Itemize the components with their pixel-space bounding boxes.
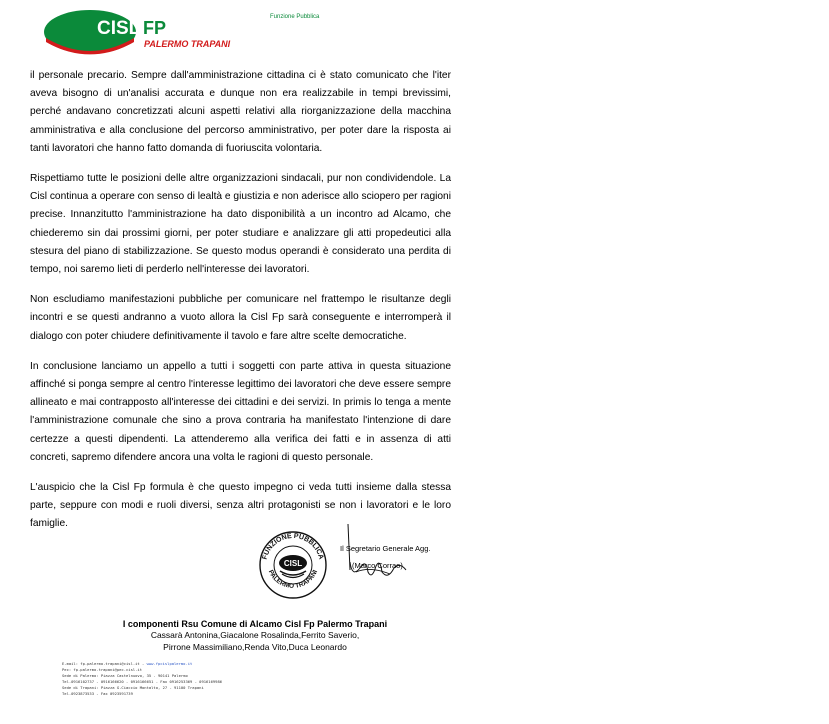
stamp-center-text: CISL <box>283 559 303 568</box>
letter-body <box>30 67 451 546</box>
svg-text:PALERMO TRAPANI <box>267 569 319 590</box>
paragraph-2: Rispettiamo tutte le posizioni delle altre organizzazioni sindacali, pur non condividendole. La Cisl continua a operare con senso di lealtà e giustizia e non aderisce allo sciopero per ragioni precise. Innanzitutto l'amministrazione ha dato disponibilità a un incontro ad Alcamo, che chiederemo sin dai prossimi giorni, per poter studiare e analizzare gli atti propedeutici alla stesura del piano di stabilizzazione. Se questo modus operandi è considerato una perdita di tempo, noi saremo lieti di perderlo nell'interesse dei lavoratori. <box>30 173 451 276</box>
footer-email[interactable]: E-mail: fp.palermo.trapani@cisl.it <box>62 661 140 666</box>
rsu-components <box>100 618 410 653</box>
paragraph-1: il personale precario. Sempre dall'amministrazione cittadina ci è stato comunicato che l'iter aveva bisogno di un'analisi accurata e dunque non era realizzabile in tempi brevissimi, perché andavano concretizzati alcuni aspetti relativi alla riorganizzazione della macchina amministrativa e alla conclusione del percorso amministrativo, per poter dare la risposta ai tanti lavoratori che hanno fatto domanda di fuoriuscita volontaria. <box>30 70 451 154</box>
components-title: I componenti Rsu Comune di Alcamo Cisl Fp Palermo Trapani <box>122 619 388 629</box>
footer-pec[interactable]: Pec: fp.palermo.trapani@pec.cisl.it <box>62 667 143 672</box>
stamp-top-text: FUNZIONE PUBBLICA <box>261 532 325 561</box>
stamp-icon <box>258 525 328 600</box>
components-names-2: Pirrone Massimiliano,Renda Vito,Duca Leonardo <box>163 641 347 652</box>
logo-cisl-text: CISL <box>97 18 141 39</box>
logo-fp-text: FP <box>143 18 167 38</box>
footer-website-link[interactable]: www.fpcislpalermo.it <box>146 661 193 666</box>
footer-contacts: E-mail: fp.palermo.trapani@cisl.it - www.fpcislpalermo.it Pec: fp.palermo.trapani@pec.cisl.it Sede di Palermo: Piazza Castelnuovo, 35 - 90141 Palermo Tel.0916102737 - 0916166620 - 0916166651 - Fax 0916253369 - 0916169986 Sede di Trapani: Piazza G.Ciaccio Montalto, 27 - 91100 Trapani Tel.0923873533 - Fax 0923591739 <box>62 661 223 696</box>
footer-phone-palermo: Tel.0916102737 - 0916166620 - 0916166651 - Fax 0916253369 - 0916169986 <box>62 679 223 684</box>
paragraph-3: Non escludiamo manifestazioni pubbliche per comunicare nel frattempo le risultanze degli incontri e se questi andranno a vuoto allora la Cisl Fp sarà conseguente e interromperà il dialogo con poter chiudere definitivamente il tavolo e fare altre scelte democratiche. <box>30 294 451 342</box>
union-stamp <box>258 525 328 600</box>
logo-subtitle: PALERMO TRAPANI <box>144 39 231 49</box>
components-names-1: Cassarà Antonina,Giacalone Rosalinda,Ferrito Saverio, <box>150 630 360 640</box>
footer-address-palermo: Sede di Palermo: Piazza Castelnuovo, 35 - 90141 Palermo <box>62 673 188 678</box>
signatory-name: (Marco Corrao) <box>352 561 403 570</box>
footer-address-trapani: Sede di Trapani: Piazza G.Ciaccio Montalto, 27 - 91100 Trapani <box>62 685 204 690</box>
header-label: Funzione Pubblica <box>270 14 320 20</box>
stamp-bottom-text: PALERMO TRAPANI <box>266 569 320 590</box>
paragraph-5: L'auspicio che la Cisl Fp formula è che questo impegno ci veda tutti insieme dalla stessa parte, seppure con modi e ruoli diversi, senza altri protagonisti se non i lavoratori e le loro famiglie. <box>30 482 451 530</box>
paragraph-4: In conclusione lanciamo un appello a tutti i soggetti con parte attiva in questa situazione affinché si ponga sempre al centro l'interesse legittimo dei lavoratori che deve essere sempre allineato e mai contrapposto all'interesse dei cittadini e dei servizi. In primis lo tenga a mente l'amministrazione comunale che sino a prova contraria ha manifestato l'intenzione di dare certezze a questi dipendenti. La attenderemo alla verifica dei fatti e in assenza di atti concreti, sapremo difendere ancora una volta le ragioni di questo personale. <box>30 360 451 463</box>
cisl-fp-logo <box>42 8 231 58</box>
signatory-title: Il Segretario Generale Agg. <box>340 544 431 553</box>
footer-phone-trapani: Tel.0923873533 - Fax 0923591739 <box>62 691 133 696</box>
